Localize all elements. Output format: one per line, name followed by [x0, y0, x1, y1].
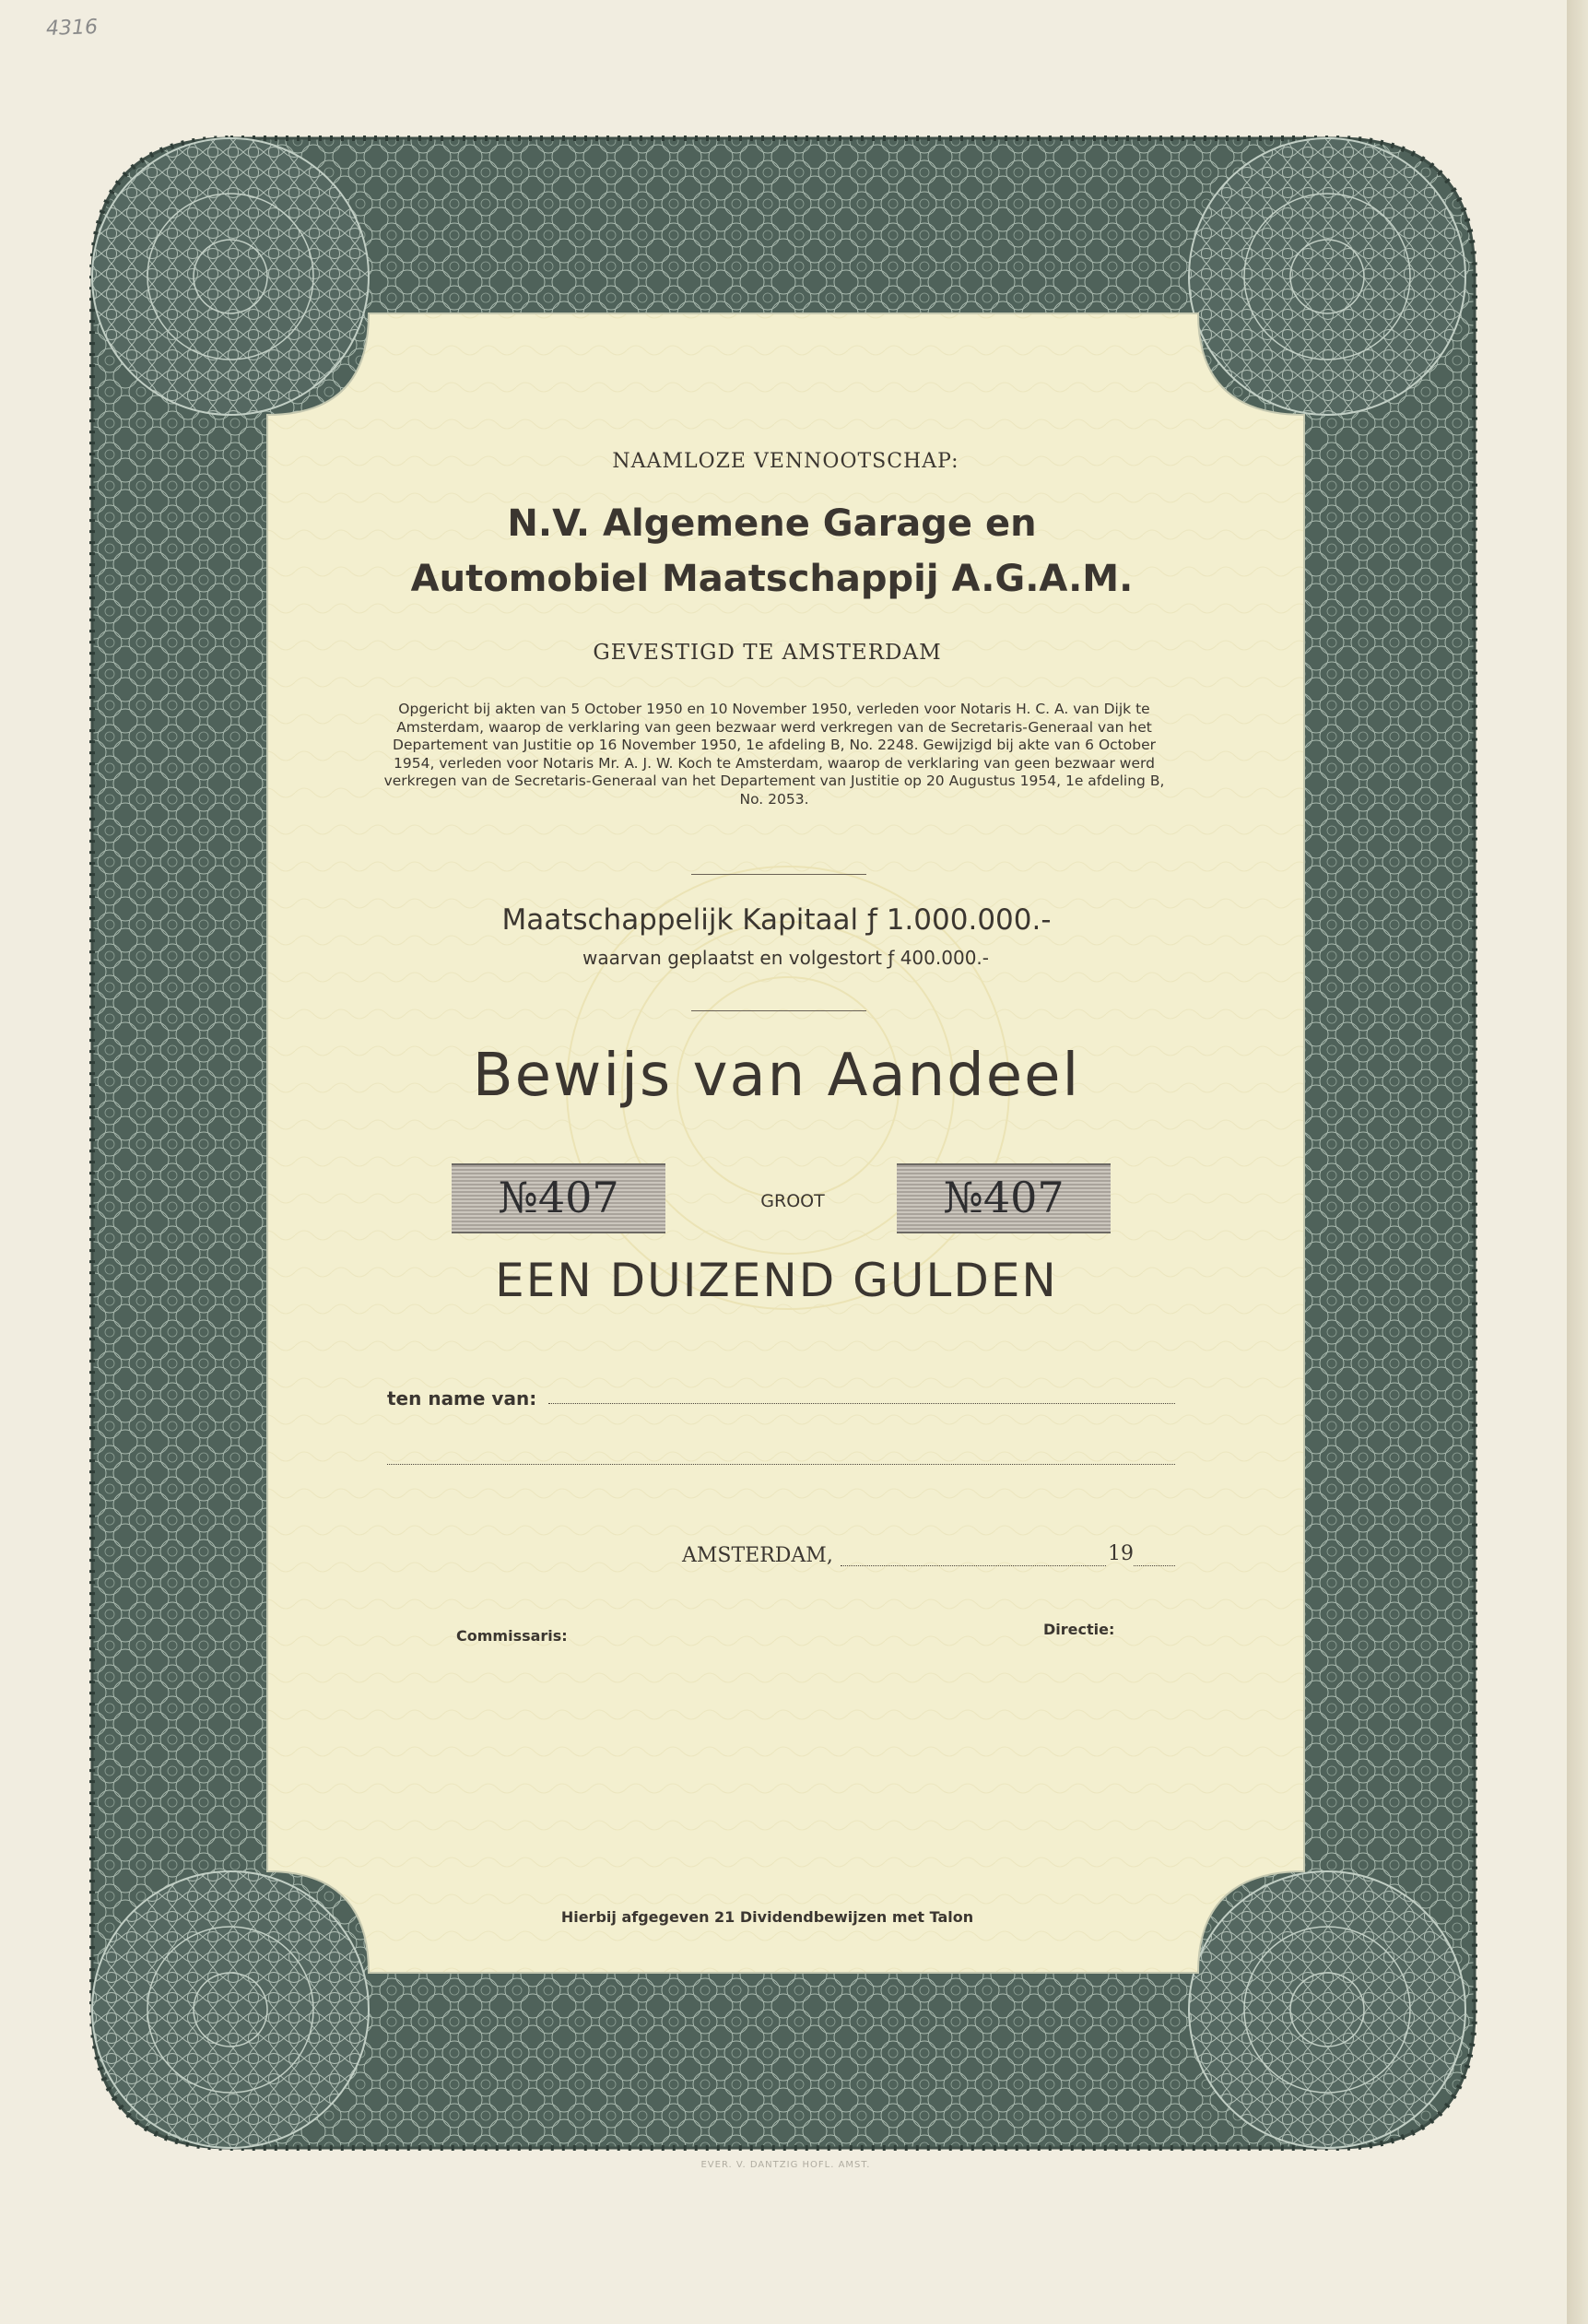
dividend-note: Hierbij afgegeven 21 Dividendbewijzen met Talon [560, 1908, 974, 1926]
divider-top [691, 874, 866, 875]
divider-bottom [691, 1010, 866, 1011]
number-box-right [897, 1163, 1111, 1233]
certificate-number-left: №407 [498, 1173, 619, 1222]
certificate-number-right: №407 [943, 1173, 1065, 1222]
place-label: AMSTERDAM, [682, 1544, 833, 1567]
certificate-body [267, 341, 1304, 1973]
company-type: NAAMLOZE VENNOOTSCHAP: [612, 450, 959, 473]
company-name-line1: N.V. Algemene Garage en [507, 502, 1037, 545]
printer-imprint: EVER. V. DANTZIG HOFL. AMST. [700, 2160, 871, 2170]
authorized-capital: Maatschappelijk Kapitaal ƒ 1.000.000.- [501, 903, 1052, 937]
nominal-amount: EEN DUIZEND GULDEN [495, 1254, 1058, 1307]
groot-label: GROOT [760, 1191, 825, 1211]
date-line [841, 1565, 1106, 1566]
founding-text: Opgericht bij akten van 5 October 1950 en 10 November 1950, verleden voor Notaris H. C. A. van Dijk te Amsterdam, waarop de verklaring van geen bezwaar werd verkregen van de Secretaris-Generaal van het Departement van Justitie op 16 November 1950, 1e afdeling B, No. 2248. Gewijzigd bij akte van 6 October 1954, verleden voor Notaris Mr. A. J. W. Koch te Amsterdam, waarop de verklaring van geen bezwaar werd verkregen van de Secretaris-Generaal van het Departement van Justitie op 20 Augustus 1954, 1e afdeling B, No. 2053. [383, 701, 1165, 808]
year-prefix: 19 [1108, 1542, 1134, 1565]
commissaris-label: Commissaris: [456, 1627, 568, 1645]
year-line [1134, 1565, 1175, 1566]
directie-label: Directie: [1043, 1621, 1115, 1638]
company-seat: GEVESTIGD TE AMSTERDAM [593, 641, 942, 665]
pencil-note: 4316 [45, 16, 99, 41]
company-name-line2: Automobiel Maatschappij A.G.A.M. [410, 558, 1134, 600]
holder-name-line [548, 1403, 1175, 1404]
holder-name-line2 [387, 1464, 1175, 1465]
holder-name-label: ten name van: [387, 1387, 537, 1410]
certificate-title: Bewijs van Aandeel [472, 1042, 1081, 1110]
issued-capital: waarvan geplaatst en volgestort ƒ 400.000.- [582, 947, 989, 969]
number-box-left [452, 1163, 665, 1233]
